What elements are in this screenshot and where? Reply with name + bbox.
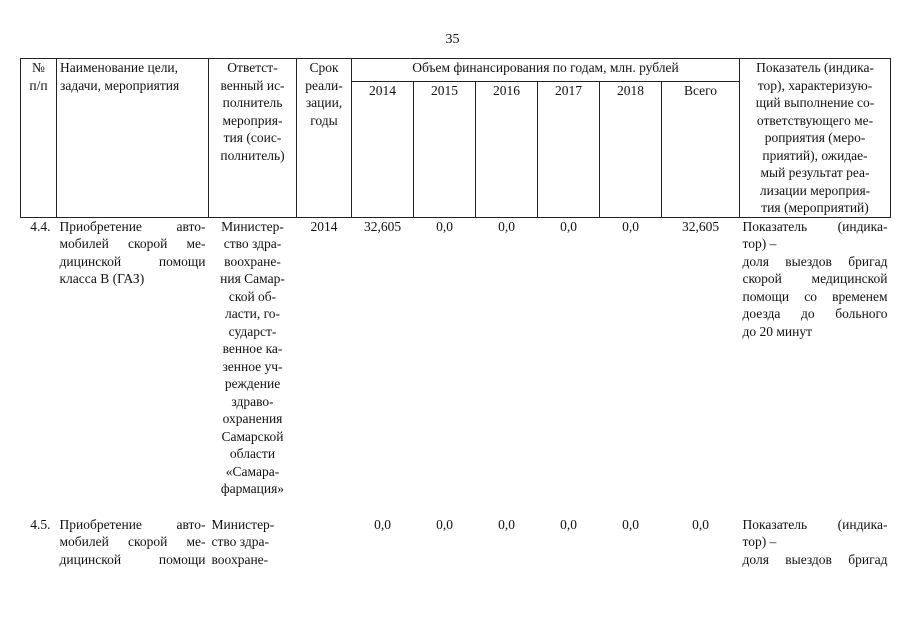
table-header (21, 59, 891, 218)
row-value-total: 0,0 (692, 516, 709, 532)
row-name: Приобретение авто- мобилей скорой ме- дицинской помощи класса В (ГАЗ) (59, 218, 206, 286)
header-year-2016: 2016 (476, 81, 538, 217)
row-value-2017: 0,0 (560, 516, 577, 532)
row-num: 4.5. (30, 516, 51, 532)
row-value-2015: 0,0 (436, 516, 453, 532)
row-value-2014: 32,605 (363, 218, 402, 234)
table-row (21, 516, 891, 569)
row-spacer (21, 498, 891, 516)
header-year-2015: 2015 (414, 81, 476, 217)
header-responsible: Ответст- венный ис- полнитель мероприя- тия (соис- полнитель) (209, 59, 297, 218)
header-name: Наименование цели, задачи, мероприятия (57, 59, 209, 218)
header-year-2014: 2014 (352, 81, 414, 217)
header-term: Срок реали- зации, годы (297, 59, 352, 218)
header-indicator: Показатель (индика- тор), характеризую- щий выполнение со- ответствующего ме- роприятия (меро- приятий), ожидае- мый результат реа- лизации мероприя- тия (мероприятий) (740, 59, 891, 218)
row-value-2014: 0,0 (374, 516, 391, 532)
row-value-2016: 0,0 (498, 218, 515, 234)
header-num: № п/п (21, 59, 57, 218)
row-num: 4.4. (30, 218, 51, 234)
header-year-2017: 2017 (538, 81, 600, 217)
table-row (21, 217, 891, 498)
row-value-2018: 0,0 (622, 516, 639, 532)
row-responsible: Министер- ство здра- воохране- (211, 516, 275, 567)
row-value-2017: 0,0 (560, 218, 577, 234)
row-value-2016: 0,0 (498, 516, 515, 532)
row-term (297, 516, 352, 569)
row-value-total: 32,605 (681, 218, 720, 234)
header-funding-group: Объем финансирования по годам, млн. рублей (352, 59, 740, 82)
row-term: 2014 (310, 218, 338, 234)
row-indicator: Показатель (индика- тор) – доля выездов бригад (742, 516, 888, 567)
row-name: Приобретение авто- мобилей скорой ме- дицинской помощи (59, 516, 206, 567)
page-number: 35 (445, 32, 460, 47)
header-total: Всего (662, 81, 740, 217)
header-year-2018: 2018 (600, 81, 662, 217)
row-responsible: Министер- ство здра- воохране- ния Самар- ской об- ласти, го- сударст- венное ка- зенное уч- реждение здраво- охранения Самарской области «Самара- фармация» (220, 218, 285, 496)
funding-table (20, 58, 891, 568)
row-value-2018: 0,0 (622, 218, 639, 234)
row-value-2015: 0,0 (436, 218, 453, 234)
row-indicator: Показатель (индика- тор) – доля выездов бригад скорой медицинской помощи со временем доезда до больного до 20 минут (742, 218, 888, 339)
